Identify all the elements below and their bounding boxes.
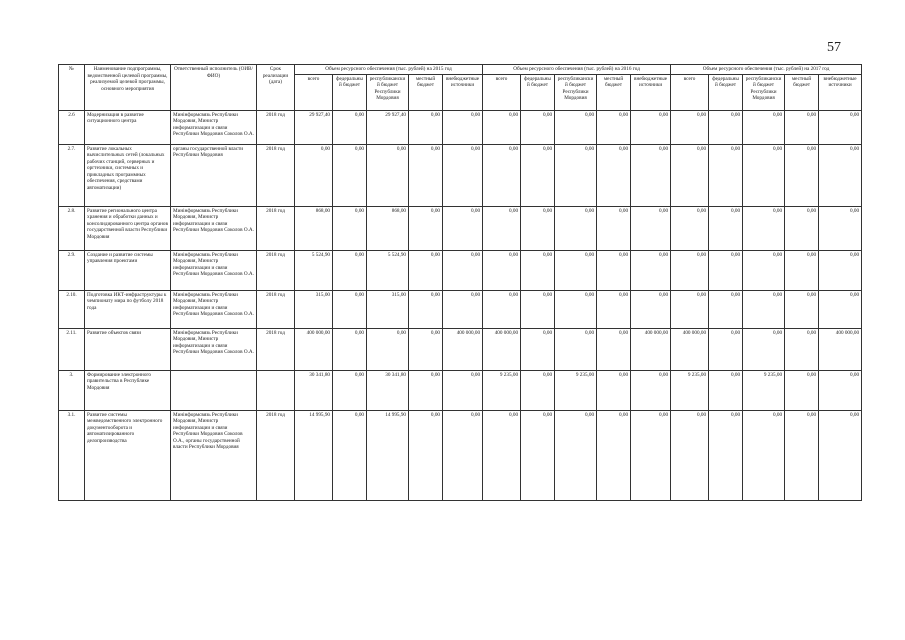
- row-value: 0,00: [409, 250, 443, 290]
- row-number: 2.9.: [59, 250, 85, 290]
- header-sub-local: местный бюджет: [597, 74, 631, 110]
- table-row: [59, 144, 862, 206]
- header-sub-republic: республиканский бюджет Республики Мордовия: [367, 74, 409, 110]
- table-row: [59, 328, 862, 370]
- row-value: 0,00: [631, 110, 671, 144]
- row-value: 0,00: [333, 328, 367, 370]
- row-executor: Минінформсвязь Республики Мордовия, Министр информатизации и связи Республики Мордовия Соколов О.А.: [171, 328, 257, 370]
- header-sub-offbudget: внебюджетные источники: [819, 74, 862, 110]
- row-value: 0,00: [443, 370, 483, 410]
- row-value: 0,00: [443, 206, 483, 250]
- row-value: 0,00: [295, 144, 333, 206]
- row-value: 0,00: [819, 290, 862, 328]
- row-value: 5 524,90: [295, 250, 333, 290]
- row-term: 2018 год: [257, 206, 295, 250]
- row-value: 0,00: [671, 290, 709, 328]
- header-sub-total: всего: [295, 74, 333, 110]
- header-sub-republic: республиканский бюджет Республики Мордовия: [555, 74, 597, 110]
- row-number: 2.7.: [59, 144, 85, 206]
- row-value: 0,00: [709, 206, 743, 250]
- row-value: 0,00: [819, 206, 862, 250]
- row-value: 0,00: [819, 250, 862, 290]
- row-value: 0,00: [443, 110, 483, 144]
- row-value: 0,00: [743, 110, 785, 144]
- row-value: 0,00: [443, 290, 483, 328]
- row-value: 0,00: [521, 410, 555, 500]
- header-sub-local: местный бюджет: [785, 74, 819, 110]
- row-value: 0,00: [333, 110, 367, 144]
- row-value: 0,00: [631, 290, 671, 328]
- row-value: 0,00: [521, 144, 555, 206]
- row-value: 0,00: [333, 144, 367, 206]
- row-value: 9 235,00: [555, 370, 597, 410]
- resource-table: [58, 64, 862, 501]
- row-value: 0,00: [671, 206, 709, 250]
- row-value: 9 235,00: [483, 370, 521, 410]
- row-value: 0,00: [785, 370, 819, 410]
- row-value: 9 235,00: [671, 370, 709, 410]
- row-value: 0,00: [409, 206, 443, 250]
- row-value: 0,00: [521, 250, 555, 290]
- row-name: Развитие объектов связи: [85, 328, 171, 370]
- row-value: 0,00: [819, 144, 862, 206]
- header-group-2017: Объем ресурсного обеспечения (тыс. рублей) на 2017 год: [671, 65, 862, 75]
- row-value: 0,00: [443, 144, 483, 206]
- row-value: 0,00: [483, 144, 521, 206]
- row-number: 3.1.: [59, 410, 85, 500]
- row-value: 30 341,80: [367, 370, 409, 410]
- row-value: 0,00: [743, 410, 785, 500]
- row-value: 0,00: [631, 250, 671, 290]
- row-value: 5 524,90: [367, 250, 409, 290]
- row-value: 0,00: [631, 144, 671, 206]
- row-value: 0,00: [555, 250, 597, 290]
- row-value: 0,00: [785, 144, 819, 206]
- table-row: [59, 250, 862, 290]
- header-sub-total: всего: [483, 74, 521, 110]
- row-executor: [171, 370, 257, 410]
- table-row: [59, 110, 862, 144]
- row-number: 2.11.: [59, 328, 85, 370]
- row-value: 0,00: [409, 290, 443, 328]
- row-value: 0,00: [597, 206, 631, 250]
- row-value: 0,00: [785, 328, 819, 370]
- row-value: 0,00: [597, 410, 631, 500]
- header-group-2015: Объем ресурсного обеспечения (тыс. рублей) на 2015 год: [295, 65, 483, 75]
- row-term: 2018 год: [257, 290, 295, 328]
- row-value: 0,00: [409, 328, 443, 370]
- row-value: 0,00: [709, 290, 743, 328]
- header-num: №: [59, 65, 85, 111]
- row-value: 29 927,40: [295, 110, 333, 144]
- row-value: 0,00: [671, 250, 709, 290]
- row-value: 0,00: [409, 370, 443, 410]
- row-executor: органы государственной власти Республики Мордовия: [171, 144, 257, 206]
- row-value: 0,00: [709, 250, 743, 290]
- row-term: 2018 год: [257, 144, 295, 206]
- row-value: 400 000,00: [819, 328, 862, 370]
- row-value: 0,00: [521, 110, 555, 144]
- header-sub-federal: федеральный бюджет: [709, 74, 743, 110]
- table-row: [59, 410, 862, 500]
- row-name: Развитие системы межведомственного электронного документооборота и автоматизированного делопроизводства: [85, 410, 171, 500]
- row-value: 0,00: [709, 144, 743, 206]
- row-value: 0,00: [819, 370, 862, 410]
- row-term: 2018 год: [257, 328, 295, 370]
- row-value: 0,00: [333, 250, 367, 290]
- row-value: 0,00: [521, 328, 555, 370]
- row-value: 400 000,00: [443, 328, 483, 370]
- row-value: 0,00: [555, 110, 597, 144]
- header-sub-local: местный бюджет: [409, 74, 443, 110]
- row-value: 315,00: [367, 290, 409, 328]
- row-value: 0,00: [443, 250, 483, 290]
- row-value: 0,00: [555, 410, 597, 500]
- row-name: Формирование электронного правительства в Республике Мордовия: [85, 370, 171, 410]
- row-value: 400 000,00: [483, 328, 521, 370]
- row-value: 315,00: [295, 290, 333, 328]
- row-value: 0,00: [597, 144, 631, 206]
- row-value: 0,00: [555, 328, 597, 370]
- row-value: 0,00: [521, 290, 555, 328]
- row-executor: Минінформсвязь Республики Мордовия, Министр информатизации и связи Республики Мордовия Соколов О.А.: [171, 110, 257, 144]
- row-value: 29 927,40: [367, 110, 409, 144]
- row-value: 0,00: [671, 144, 709, 206]
- row-value: 0,00: [709, 328, 743, 370]
- row-value: 0,00: [819, 410, 862, 500]
- row-executor: Минінформсвязь Республики Мордовия, Министр информатизации и связи Республики Мордовия Соколов О.А.: [171, 206, 257, 250]
- row-value: 0,00: [597, 290, 631, 328]
- row-value: 0,00: [597, 110, 631, 144]
- header-group-2016: Объем ресурсного обеспечения (тыс. рублей) на 2016 год: [483, 65, 671, 75]
- row-number: 2.8.: [59, 206, 85, 250]
- row-value: 400 000,00: [295, 328, 333, 370]
- row-value: 0,00: [743, 206, 785, 250]
- row-value: 0,00: [743, 144, 785, 206]
- row-value: 0,00: [367, 144, 409, 206]
- table-row: [59, 370, 862, 410]
- row-value: 0,00: [409, 410, 443, 500]
- row-value: 0,00: [483, 206, 521, 250]
- header-term: Срок реализации (дата): [257, 65, 295, 111]
- row-number: 2.10.: [59, 290, 85, 328]
- row-value: 0,00: [785, 110, 819, 144]
- row-value: 0,00: [709, 110, 743, 144]
- row-value: 0,00: [631, 206, 671, 250]
- row-value: 0,00: [521, 206, 555, 250]
- page-number: 57: [827, 40, 841, 55]
- row-value: 0,00: [555, 144, 597, 206]
- row-term: 2018 год: [257, 410, 295, 500]
- row-value: 0,00: [483, 290, 521, 328]
- header-name: Наименование подпрограммы, ведомственной целевой программы, реализуемой целевой программы, основного мероприятия: [85, 65, 171, 111]
- row-value: 30 341,80: [295, 370, 333, 410]
- row-value: 0,00: [597, 250, 631, 290]
- header-sub-offbudget: внебюджетные источники: [631, 74, 671, 110]
- row-value: 0,00: [333, 410, 367, 500]
- row-value: 0,00: [483, 410, 521, 500]
- row-value: 14 995,90: [367, 410, 409, 500]
- row-executor: Минінформсвязь Республики Мордовия, Министр информатизации и связи Республики Мордовия Соколов О.А.: [171, 250, 257, 290]
- row-term: 2018 год: [257, 110, 295, 144]
- row-executor: Минінформсвязь Республики Мордовия, Министр информатизации и связи Республики Мордовия Соколов О.А.: [171, 290, 257, 328]
- row-value: 0,00: [785, 290, 819, 328]
- header-sub-total: всего: [671, 74, 709, 110]
- row-value: 0,00: [409, 144, 443, 206]
- row-value: 0,00: [785, 206, 819, 250]
- row-value: 0,00: [521, 370, 555, 410]
- row-executor: Минінформсвязь Республики Мордовия, Министр информатизации и связи Республики Мордовия Соколов О.А., органы государственной власти Республики Мордовия: [171, 410, 257, 500]
- row-value: 0,00: [333, 290, 367, 328]
- row-name: Развитие локальных вычислительных сетей (локальных рабочих станций, серверных и оргтехники, системных и прикладных программных обеспечения, средствами автоматизации): [85, 144, 171, 206]
- row-value: 0,00: [555, 290, 597, 328]
- row-value: 0,00: [785, 410, 819, 500]
- row-name: Модернизация в развитие ситуационного центра: [85, 110, 171, 144]
- header-sub-republic: республиканский бюджет Республики Мордовия: [743, 74, 785, 110]
- row-value: 0,00: [333, 206, 367, 250]
- row-value: 0,00: [631, 370, 671, 410]
- row-value: 400 000,00: [631, 328, 671, 370]
- row-value: 14 995,90: [295, 410, 333, 500]
- row-value: 0,00: [671, 110, 709, 144]
- table-row: [59, 206, 862, 250]
- row-term: 2018 год: [257, 250, 295, 290]
- header-sub-federal: федеральный бюджет: [333, 74, 367, 110]
- row-value: 0,00: [743, 328, 785, 370]
- row-value: 0,00: [631, 410, 671, 500]
- row-value: 0,00: [743, 250, 785, 290]
- row-term: [257, 370, 295, 410]
- row-value: 868,00: [295, 206, 333, 250]
- row-value: 400 000,00: [671, 328, 709, 370]
- row-value: 0,00: [671, 410, 709, 500]
- row-number: 2.6: [59, 110, 85, 144]
- row-value: 0,00: [483, 110, 521, 144]
- row-value: 9 235,00: [743, 370, 785, 410]
- row-value: 0,00: [555, 206, 597, 250]
- table-row: [59, 290, 862, 328]
- row-value: 0,00: [709, 410, 743, 500]
- row-value: 0,00: [483, 250, 521, 290]
- row-value: 0,00: [443, 410, 483, 500]
- row-value: 0,00: [333, 370, 367, 410]
- header-sub-offbudget: внебюджетные источники: [443, 74, 483, 110]
- row-value: 0,00: [709, 370, 743, 410]
- header-executor: Ответственный исполнитель (ОИВ/ФИО): [171, 65, 257, 111]
- row-value: 0,00: [785, 250, 819, 290]
- row-name: Подготовка ИКТ-инфраструктуры к чемпионату мира по футболу 2018 года: [85, 290, 171, 328]
- row-value: 0,00: [743, 290, 785, 328]
- row-value: 0,00: [597, 328, 631, 370]
- row-name: Развитие регионального центра хранения и обработки данных и консолидированного центра органов государственной власти Республики Мордовия: [85, 206, 171, 250]
- row-value: 0,00: [597, 370, 631, 410]
- row-value: 0,00: [409, 110, 443, 144]
- row-name: Создание и развитие системы управления проектами: [85, 250, 171, 290]
- row-value: 868,00: [367, 206, 409, 250]
- row-number: 3.: [59, 370, 85, 410]
- row-value: 0,00: [367, 328, 409, 370]
- row-value: 0,00: [819, 110, 862, 144]
- header-sub-federal: федеральный бюджет: [521, 74, 555, 110]
